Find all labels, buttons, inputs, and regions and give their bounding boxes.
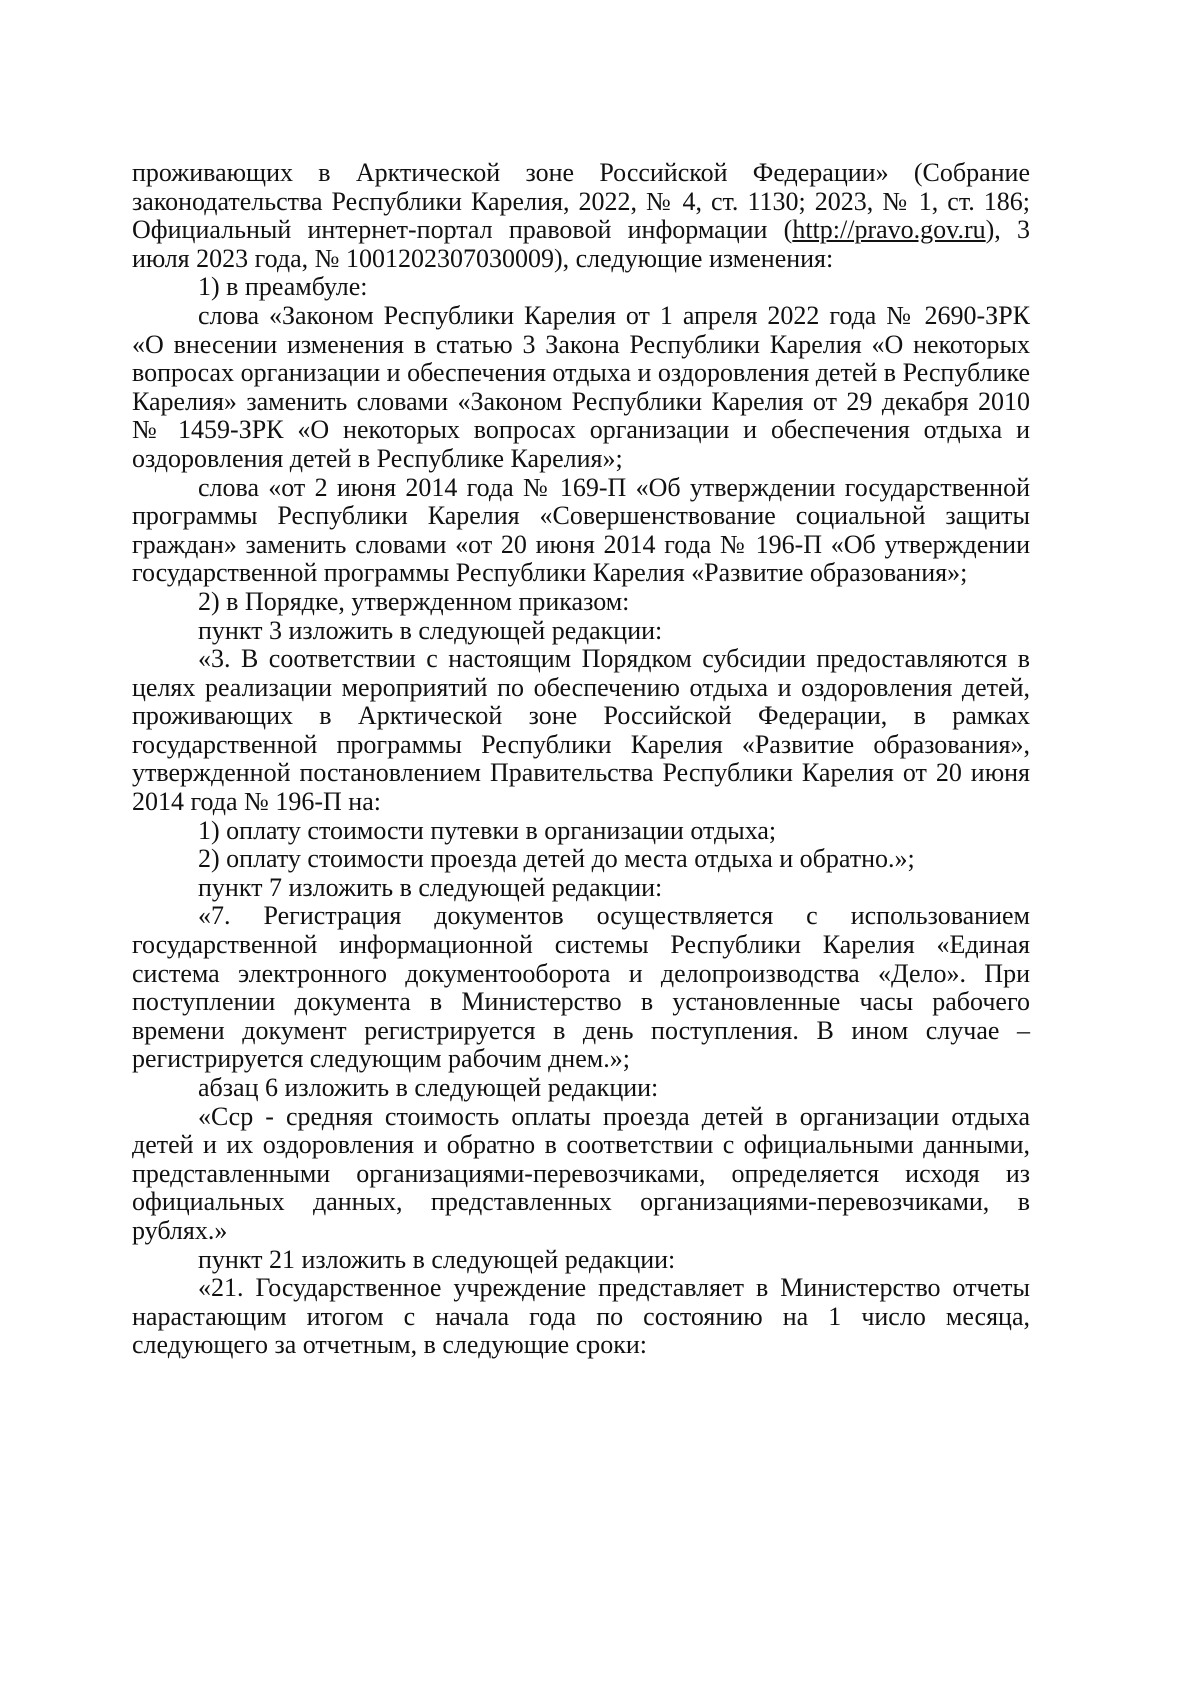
paragraph-program-words-replacement: слова «от 2 июня 2014 года № 169-П «Об утверждении государственной программы Республики Карелия «Совершенствование социальной защиты граждан» заменить словами «от 20 июня 2014 года № 196-П «Об утверждении государственной программы Республики Карелия «Развитие образования»;	[132, 472, 1030, 588]
paragraph-point-21-heading: пункт 21 изложить в следующей редакции:	[198, 1244, 676, 1274]
amendment-item-1-preamble: 1) в преамбуле:	[198, 272, 368, 302]
paragraph-point-7-text: «7. Регистрация документов осуществляется с использованием государственной информационной системы Республики Карелия «Единая система электронного документооборота и делопроизводства «Дело». При поступлении документа в Министерство в установленные часы рабочего времени документ регистрируется в день поступления. В ином случае – регистрируется следующим рабочим днем.»;	[132, 901, 1030, 1074]
list-item-travel-payment: 2) оплату стоимости проезда детей до места отдыха и обратно.»;	[198, 844, 915, 874]
intro-text-after-link: ), 3 июля 2023 года, № 1001202307030009), следующие изменения:	[132, 215, 1030, 273]
pravo-gov-link[interactable]: http://pravo.gov.ru	[792, 215, 986, 245]
intro-paragraph	[132, 159, 1030, 273]
paragraph-point-3-text: «3. В соответствии с настоящим Порядком субсидии предоставляются в целях реализации мероприятий по обеспечению отдыха и оздоровления детей, проживающих в Арктической зоне Российской Федерации, в рамках государственной программы Республики Карелия «Развитие образования», утвержденной постановлением Правительства Республики Карелия от 20 июня 2014 года № 196-П на:	[132, 644, 1030, 817]
paragraph-law-words-replacement: слова «Законом Республики Карелия от 1 апреля 2022 года № 2690-ЗРК «О внесении изменения в статью 3 Закона Республики Карелия «О некоторых вопросах организации и обеспечения отдыха и оздоровления детей в Республике Карелия» заменить словами «Законом Республики Карелия от 29 декабря 2010 № 1459-ЗРК «О некоторых вопросах организации и обеспечения отдыха и оздоровления детей в Республике Карелия»;	[132, 300, 1030, 473]
intro-text-before-link: проживающих в Арктической зоне Российской Федерации» (Собрание законодательства Республики Карелия, 2022, № 4, ст. 1130; 2023, № 1, ст. 186; Официальный интернет-портал правовой информации (	[132, 158, 1030, 245]
list-item-voucher-payment: 1) оплату стоимости путевки в организации отдыха;	[198, 815, 777, 845]
amendment-item-2-procedure: 2) в Порядке, утвержденном приказом:	[198, 586, 630, 616]
paragraph-subparagraph-6-text: «Сср - средняя стоимость оплаты проезда детей в организации отдыха детей и их оздоровления и обратно в соответствии с официальными данными, представленными организациями-перевозчиками, определяется исходя из официальных данных, представленных организациями-перевозчиками, в рублях.»	[132, 1101, 1030, 1245]
paragraph-point-21-text: «21. Государственное учреждение представляет в Министерство отчеты нарастающим итогом с начала года по состоянию на 1 число месяца, следующего за отчетным, в следующие сроки:	[132, 1273, 1030, 1360]
document-body	[132, 159, 1030, 1360]
paragraph-point-7-heading: пункт 7 изложить в следующей редакции:	[198, 872, 663, 902]
paragraph-subparagraph-6-heading: абзац 6 изложить в следующей редакции:	[198, 1073, 659, 1102]
paragraph-point-3-heading: пункт 3 изложить в следующей редакции:	[198, 615, 663, 645]
